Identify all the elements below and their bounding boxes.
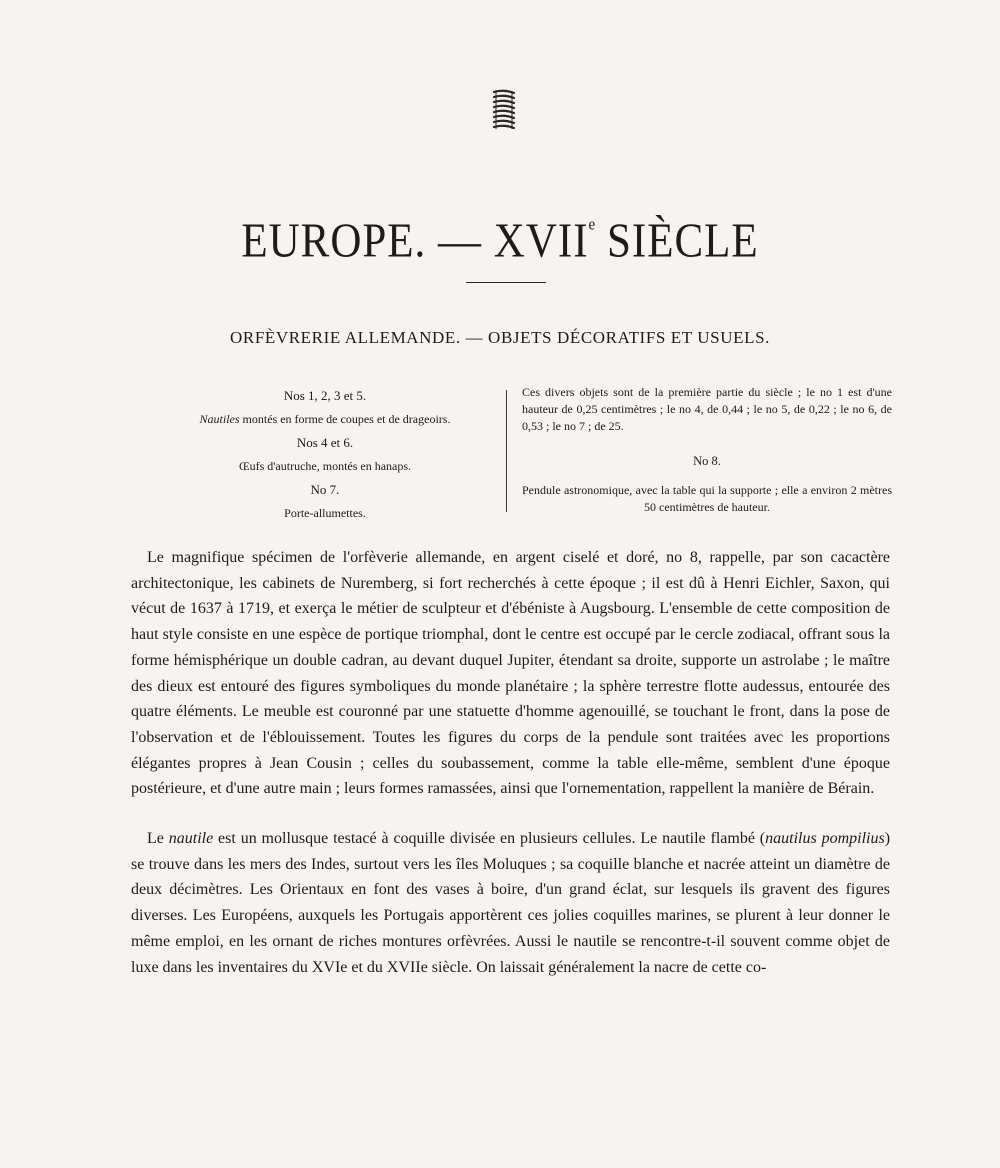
paragraph: Le magnifique spécimen de l'orfèverie allemande, en argent ciselé et doré, no 8, rappelle, par son cacactère architectonique, les cabinets de Nuremberg, si fort recherchés à cette époque ; il est dû à Henri Eichler, Saxon, qui vécut de 1637 à 1719, et exerça le métier de sculpteur et d'ébéniste à Augsbourg. L'ensemble de cette composition de haut style consiste en une espèce de portique triomphal, dont le centre est occupé par le cercle zodiacal, offrant sous la forme hémisphérique un double cadran, au devant duquel Jupiter, étendant sa droite, supporte un astrolabe ; le maître des dieux est entouré des figures symboliques du monde planétaire ; la sphère terrestre flotte audessus, entourée des quatre éléments. Le meuble est couronné par une statuette d'homme agenouillé, se touchant le front, dans la pose de l'observation et de l'éblouissement. Toutes les figures du corps de la pendule sont traitées avec les proportions élégantes propres à Jean Cousin ; celles du soubassement, comme la table elle-même, semblent d'une époque postérieure, et d'une autre main ; leurs formes ramassées, ainsi que l'ornementation, rappellent la manière de Bérain.	[131, 549, 890, 798]
caption-label: No 8.	[693, 454, 721, 468]
page-subtitle: ORFÈVRERIE ALLEMANDE. — OBJETS DÉCORATIFS ET USUELS.	[230, 328, 770, 347]
paragraph: Le nautile est un mollusque testacé à coquille divisée en plusieurs cellules. Le nautile flambé (nautilus pompilius) se trouve dans les mers des Indes, surtout vers les îles Moluques ; sa coquille blanche et nacrée atteint un diamètre de deux décimètres. Les Orientaux en font des vases à boire, d'un grand éclat, sur lesquels ils gravent des figures diverses. Les Européens, auxquels les Portugais apportèrent ces jolies coquilles marines, se plurent à leur donner le même emploi, en les ornant de riches montures orfèvrées. Aussi le nautile se rencontre-t-il souvent comme objet de luxe dans les inventaires du XVIe et du XVIIe siècle. On laissait généralement la nacre de cette co-	[131, 830, 891, 976]
caption-label: Nos 4 et 6.	[296, 435, 354, 450]
page-title: EUROPE. — XVIIe SIÈCLE	[241, 215, 759, 268]
column-divider	[506, 390, 507, 512]
caption-dimensions: Ces divers objets sont de la première partie du siècle ; le no 1 est d'une hauteur de 0,25 centimètres ; le no 4, de 0,44 ; le no 5, de 0,22 ; le no 6, de 0,53 ; le no 7 ; de 25.	[522, 385, 892, 433]
twisted-cord-ornament-icon	[491, 88, 517, 130]
caption-text: Porte-allumettes.	[284, 505, 366, 520]
plate-captions-left	[160, 384, 490, 525]
body-text	[131, 545, 890, 980]
plate-captions-right	[522, 384, 892, 516]
caption-label: Nos 1, 2, 3 et 5.	[283, 388, 367, 403]
caption-label: No 7.	[310, 482, 340, 497]
caption-text: Pendule astronomique, avec la table qui la supporte ; elle a environ 2 mètres 50 centimètres de hauteur.	[522, 483, 892, 514]
title-divider	[466, 282, 546, 283]
caption-text: Œufs d'autruche, montés en hanaps.	[238, 458, 412, 473]
caption-text: Nautiles montés en forme de coupes et de drageoirs.	[199, 411, 451, 426]
